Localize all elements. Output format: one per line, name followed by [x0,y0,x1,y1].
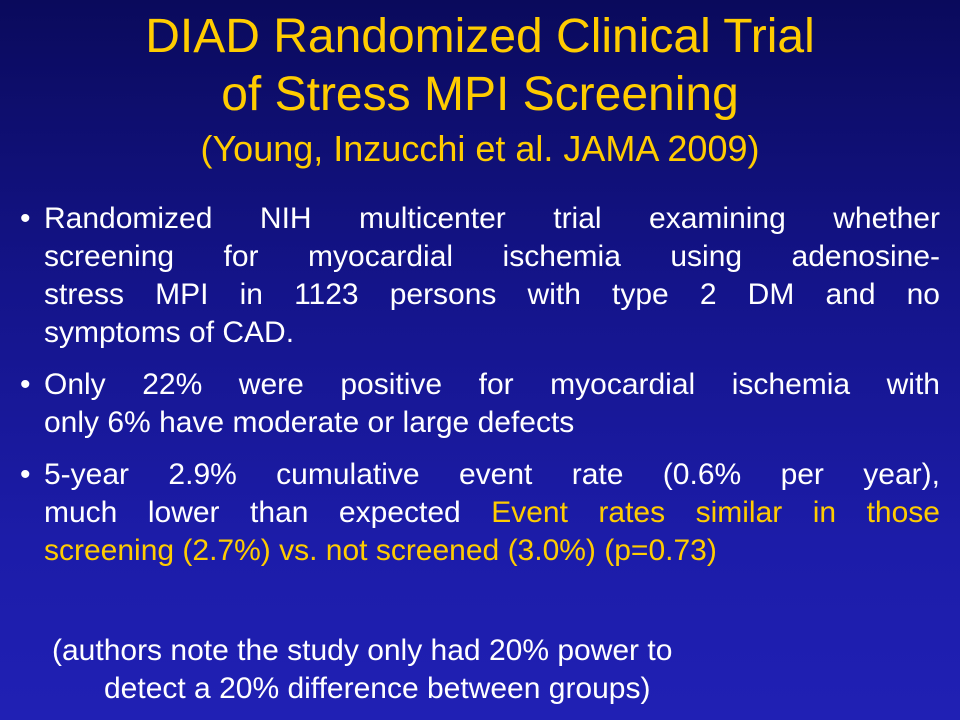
bullet-text-line-mixed [44,494,940,532]
title-line-2: of Stress MPI Screening [221,68,739,121]
bullet-text-line: stress MPI in 1123 persons with type 2 DM and no [44,278,940,311]
bullet-text-line: Randomized NIH multicenter trial examining whether [44,202,940,235]
footnote [0,632,960,708]
bullet-list [0,200,960,584]
bullet-marker: • [20,202,31,235]
bullet-text-line: Only 22% were positive for myocardial ischemia with [44,368,940,401]
title-citation: (Young, Inzucchi et al. JAMA 2009) [200,128,760,169]
bullet-marker: • [20,368,31,401]
bullet-marker: • [20,458,31,491]
bullet-text-highlight-line: screening (2.7%) vs. not screened (3.0%) (p=0.73) [44,534,717,567]
bullet-text-line: only 6% have moderate or large defects [44,406,575,439]
title-line-1: DIAD Randomized Clinical Trial [145,10,815,63]
bullet-text-highlight: Event rates similar in those [491,496,940,529]
bullet-text-line: 5-year 2.9% cumulative event rate (0.6% per year), [44,458,940,491]
bullet-text-line: screening for myocardial ischemia using adenosine- [44,240,940,273]
bullet-text-white: much lower than expected [44,496,492,529]
bullet-text-line: symptoms of CAD. [44,316,295,349]
bullet-item-trial-design [0,200,960,352]
slide-title [0,8,960,172]
bullet-item-event-rate [0,456,960,570]
bullet-item-positive-rate [0,366,960,442]
footnote-line-1: (authors note the study only had 20% power to [52,634,673,667]
footnote-line-2: detect a 20% difference between groups) [104,672,651,705]
